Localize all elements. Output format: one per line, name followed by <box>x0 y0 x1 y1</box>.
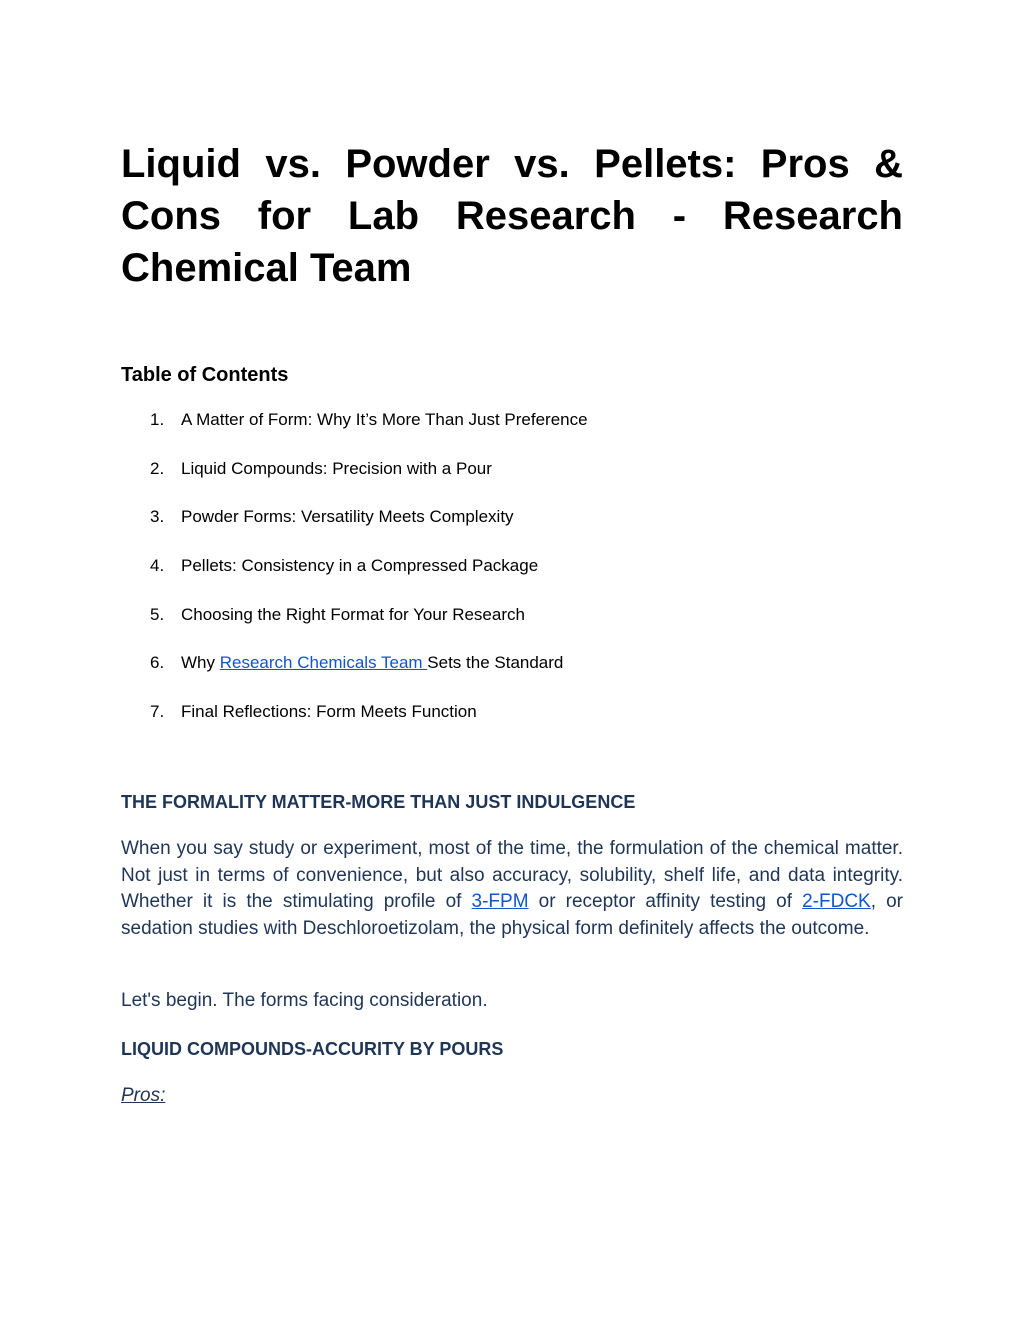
document-title: Liquid vs. Powder vs. Pellets: Pros & Cons for Lab Research - Research Chemical Team <box>121 142 903 290</box>
paragraph-text: , or sedation studies with Deschloroetizolam, the physical form definitely affects the outcome. <box>121 891 904 939</box>
section-heading-formality: THE FORMALITY MATTER-MORE THAN JUST INDULGENCE <box>121 792 636 812</box>
toc-item-text <box>181 651 563 675</box>
toc-item-prefix: Why <box>181 653 220 673</box>
toc-item-4 <box>121 554 903 603</box>
toc-heading: Table of Contents <box>121 364 289 386</box>
toc-item-suffix: Sets the Standard <box>427 653 564 673</box>
toc-item-3 <box>121 505 903 554</box>
section-heading-liquid-compounds: LIQUID COMPOUNDS-ACCURITY BY POURS <box>121 1039 504 1059</box>
toc-number: 1. <box>150 410 165 429</box>
toc-number: 2. <box>150 458 165 478</box>
toc-number: 6. <box>150 653 165 673</box>
intro-paragraph <box>121 836 903 942</box>
toc-number: 4. <box>150 556 165 576</box>
begin-paragraph: Let's begin. The forms facing consideration. <box>121 990 488 1011</box>
toc-item-text: A Matter of Form: Why It’s More Than Just Preference <box>181 410 588 429</box>
paragraph-text: or receptor affinity testing of <box>528 891 803 912</box>
toc-number: 3. <box>150 507 165 527</box>
2-fdck-link[interactable]: 2-FDCK <box>802 891 871 912</box>
pros-label: Pros: <box>121 1085 166 1106</box>
paragraph-text: When you say study or experiment, most of the time, the formulation of the chemical matter. Not just in terms of convenience, but also accuracy, solubility, shelf life, and data integrity. Whether it is the stimulating profile of <box>121 838 903 912</box>
toc-number: 7. <box>150 702 165 722</box>
toc-item-5 <box>121 603 903 652</box>
3-fpm-link[interactable]: 3-FPM <box>471 891 529 912</box>
toc-item-text: Powder Forms: Versatility Meets Complexity <box>181 507 514 527</box>
toc-item-2 <box>121 457 903 506</box>
toc-item-text: Pellets: Consistency in a Compressed Package <box>181 556 539 576</box>
toc-item-1 <box>121 408 903 457</box>
toc-item-6 <box>121 651 903 700</box>
toc-item-text: Choosing the Right Format for Your Research <box>181 604 525 624</box>
toc-item-text: Final Reflections: Form Meets Function <box>181 702 477 722</box>
toc-item-text: Liquid Compounds: Precision with a Pour <box>181 458 492 478</box>
toc-item-7 <box>121 700 903 749</box>
research-chemicals-team-link[interactable]: Research Chemicals Team <box>219 653 428 673</box>
table-of-contents <box>121 408 903 749</box>
toc-number: 5. <box>150 604 165 624</box>
